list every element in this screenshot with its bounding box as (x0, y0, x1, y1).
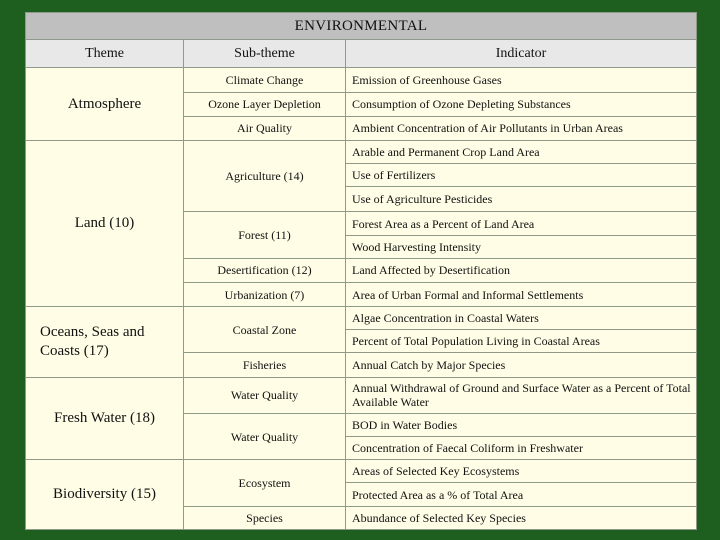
indicator-row: Areas of Selected Key Ecosystems (346, 460, 697, 483)
indicator-row: Algae Concentration in Coastal Waters (346, 307, 697, 330)
subtheme-ozone-layer: Ozone Layer Depletion (184, 92, 346, 116)
subtheme-desertification: Desertification (12) (184, 258, 346, 282)
header-subtheme: Sub-theme (184, 40, 346, 68)
header-theme: Theme (26, 40, 184, 68)
theme-atmosphere: Atmosphere (26, 68, 184, 141)
indicator-row: Consumption of Ozone Depleting Substances (346, 92, 697, 116)
indicator-row: Annual Withdrawal of Ground and Surface Water as a Percent of Total Available Water (346, 377, 697, 413)
indicator-row: Area of Urban Formal and Informal Settlements (346, 282, 697, 306)
theme-biodiversity: Biodiversity (15) (26, 460, 184, 530)
indicator-row: Annual Catch by Major Species (346, 353, 697, 377)
subtheme-water-quality-2: Water Quality (184, 413, 346, 459)
indicator-row: Use of Agriculture Pesticides (346, 187, 697, 212)
indicator-row: Percent of Total Population Living in Coastal Areas (346, 330, 697, 353)
subtheme-climate-change: Climate Change (184, 68, 346, 92)
indicator-row: Forest Area as a Percent of Land Area (346, 212, 697, 235)
indicator-row: Wood Harvesting Intensity (346, 235, 697, 258)
indicator-row: Protected Area as a % of Total Area (346, 483, 697, 506)
theme-fresh-water: Fresh Water (18) (26, 377, 184, 460)
subtheme-agriculture: Agriculture (14) (184, 140, 346, 212)
indicator-row: Emission of Greenhouse Gases (346, 68, 697, 92)
subtheme-air-quality: Air Quality (184, 116, 346, 140)
subtheme-ecosystem: Ecosystem (184, 460, 346, 506)
indicator-row: Concentration of Faecal Coliform in Freshwater (346, 437, 697, 460)
subtheme-coastal-zone: Coastal Zone (184, 307, 346, 353)
indicator-row: Land Affected by Desertification (346, 258, 697, 282)
indicator-row: Use of Fertilizers (346, 164, 697, 187)
subtheme-urbanization: Urbanization (7) (184, 282, 346, 306)
theme-land: Land (10) (26, 140, 184, 306)
indicator-row: Arable and Permanent Crop Land Area (346, 140, 697, 163)
environmental-indicators-table (25, 12, 697, 530)
indicator-row: Ambient Concentration of Air Pollutants in Urban Areas (346, 116, 697, 140)
subtheme-fisheries: Fisheries (184, 353, 346, 377)
indicator-row: Abundance of Selected Key Species (346, 506, 697, 529)
subtheme-species: Species (184, 506, 346, 529)
subtheme-water-quality: Water Quality (184, 377, 346, 413)
theme-oceans-seas-coasts: Oceans, Seas and Coasts (17) (26, 307, 184, 378)
header-indicator: Indicator (346, 40, 697, 68)
subtheme-forest: Forest (11) (184, 212, 346, 258)
table-title: ENVIRONMENTAL (26, 13, 697, 40)
indicator-row: BOD in Water Bodies (346, 413, 697, 436)
